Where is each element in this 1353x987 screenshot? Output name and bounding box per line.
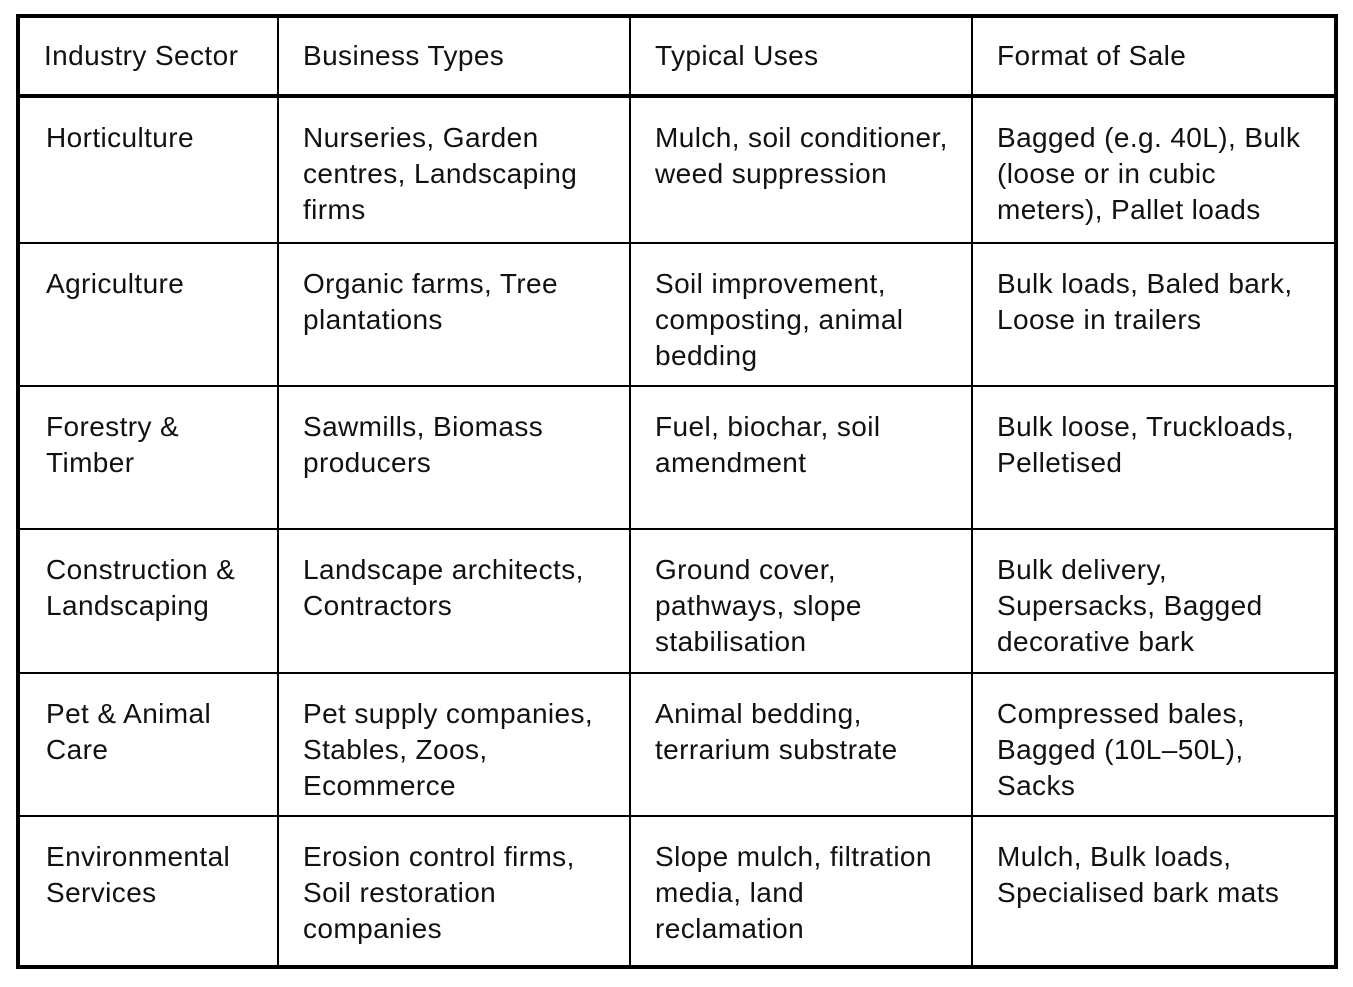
cell-business-types: Erosion control firms, Soil restoration companies [278,816,630,967]
cell-typical-uses: Ground cover, pathways, slope stabilisation [630,529,972,673]
cell-industry-sector: Construction & Landscaping [20,529,278,673]
cell-business-types: Landscape architects, Contractors [278,529,630,673]
table-header [20,18,1334,96]
header-format-of-sale: Format of Sale [972,18,1334,96]
header-business-types: Business Types [278,18,630,96]
cell-format-of-sale: Mulch, Bulk loads, Specialised bark mats [997,841,1280,908]
table-body [20,96,1334,967]
table-row [20,816,1334,967]
cell-typical-uses: Fuel, biochar, soil amendment [630,386,972,529]
table-row [20,243,1334,386]
bark-industry-table [20,18,1334,967]
cell-industry-sector: Forestry & Timber [20,386,278,529]
header-typical-uses: Typical Uses [630,18,972,96]
cell-format-of-sale: Compressed bales, Bagged (10L–50L), Sacks [972,673,1334,816]
cell-typical-uses: Animal bedding, terrarium substrate [630,673,972,816]
table-row [20,96,1334,243]
cell-industry-sector: Horticulture [20,96,278,243]
table-row [20,673,1334,816]
header-row [20,18,1334,96]
table-row [20,386,1334,529]
table-row [20,529,1334,673]
cell-typical-uses: Soil improvement, composting, animal bedding [630,243,972,386]
cell-industry-sector: Agriculture [20,243,278,386]
cell-typical-uses: Mulch, soil conditioner, weed suppression [630,96,972,243]
cell-format-of-sale: Bagged (e.g. 40L), Bulk (loose or in cubic meters), Pallet loads [972,96,1334,243]
cell-business-types: Pet supply companies, Stables, Zoos, Ecommerce [278,673,630,816]
cell-format-of-sale: Bulk loose, Truckloads, Pelletised [972,386,1334,529]
cell-industry-sector: Environmental Services [20,816,278,967]
bark-industry-table-frame [16,14,1338,969]
cell-format-of-sale: Bulk loads, Baled bark, Loose in trailers [972,243,1334,386]
cell-industry-sector: Pet & Animal Care [20,673,278,816]
cell-business-types: Nurseries, Garden centres, Landscaping firms [278,96,630,243]
cell-business-types: Sawmills, Biomass producers [278,386,630,529]
header-industry-sector: Industry Sector [20,18,278,96]
cell-business-types: Organic farms, Tree plantations [278,243,630,386]
cell-format-of-sale: Bulk delivery, Supersacks, Bagged decorative bark [972,529,1334,673]
cell-typical-uses: Slope mulch, filtration media, land reclamation [630,816,972,967]
